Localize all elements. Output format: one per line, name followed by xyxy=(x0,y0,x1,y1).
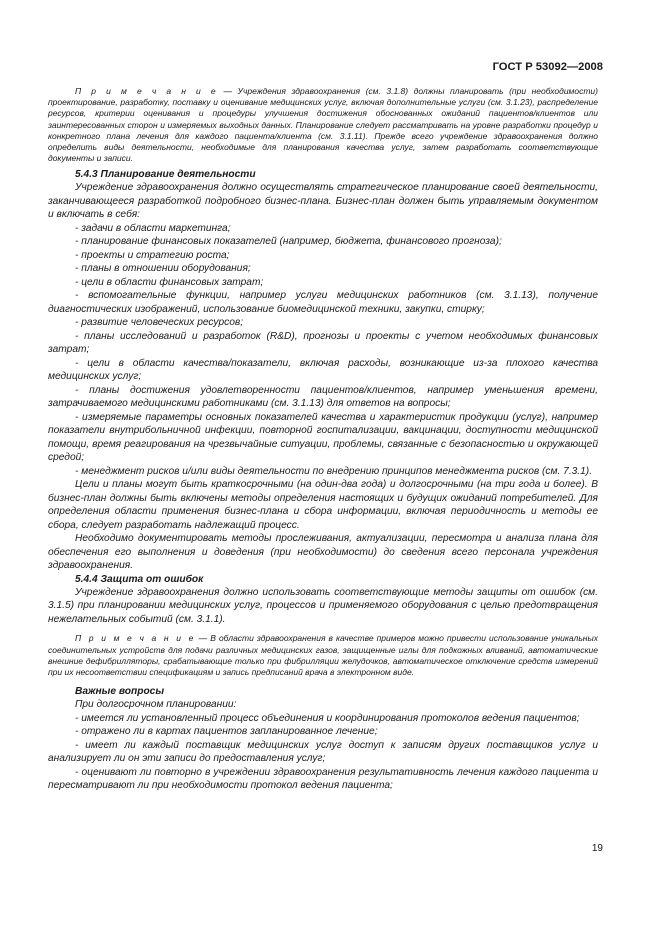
page-content xyxy=(48,86,598,793)
list-item: - цели в области качества/показатели, включая расходы, возникающие из-за плохого качества медицинских услуг; xyxy=(48,357,598,383)
list-item: - вспомогательные функции, например услуги медицинских работников (см. 3.1.13), получение диагностических изображений, использование биомедицинской техники, закупки, стирку; xyxy=(48,290,598,315)
paragraph: Учреждение здравоохранения должно использовать соответствующие методы защиты от ошибок (см. 3.1.5) при планировании медицинских услуг, процессов и применяемого оборудования с целью предотвращения нежелательных событий (см. 3.1.1). xyxy=(48,586,598,625)
list-item: - планы исследований и разработок (R&D), прогнозы и проекты с учетом необходимых финансовых затрат; xyxy=(48,330,598,356)
list-item: - планирование финансовых показателей (например, бюджета, финансового прогноза); xyxy=(75,236,502,248)
list-item: - развитие человеческих ресурсов; xyxy=(75,317,244,329)
page-number: 19 xyxy=(591,843,603,854)
list-item: - планы в отношении оборудования; xyxy=(75,263,251,275)
list-item: - имеется ли установленный процесс объединения и координирования протоколов ведения пациентов; xyxy=(75,712,580,724)
paragraph: Необходимо документировать методы прослеживания, актуализации, пересмотра и анализа плана для обеспечения его выполнения и доведения (при необходимости) до сведения всего персонала учреждения здравоохранения. xyxy=(48,533,598,572)
note-planning xyxy=(48,86,598,164)
list-item: - проекты и стратегию роста; xyxy=(75,249,230,261)
standard-number: ГОСТ Р 53092—2008 xyxy=(492,61,603,73)
questions-heading: Важные вопросы xyxy=(75,686,165,698)
list-item: - менеджмент рисков и/или виды деятельности по внедрению принципов менеджмента рисков (см. 7.3.1). xyxy=(75,465,593,477)
note-text: — В области здравоохранения в качестве примеров можно привести использование уникальных соединительных устройств для подачи различных медицинских газов, защищенные иглы для подкожных вливаний, автоматические внешние дефибрилляторы, срабатывающие только при фибрилляции желудочков, автоматическое отключение средств измерений при их несоответствии спецификациям и запись предписаний врача в электронном виде. xyxy=(48,633,598,678)
list-item: - цели в области финансовых затрат; xyxy=(75,276,264,288)
section-heading-5-4-4: 5.4.4 Защита от ошибок xyxy=(75,573,204,585)
list-item: - планы достижения удовлетворенности пациентов/клиентов, например уменьшения времени, затрачиваемого медицинскими работниками (см. 3.1.13) для ответов на вопросы; xyxy=(48,384,598,410)
note-error-proofing xyxy=(48,633,598,678)
section-intro: Учреждение здравоохранения должно осуществлять стратегическое планирование своей деятельности, заканчивающееся разработкой подробного бизнес-плана. Бизнес-план должен быть управляемым документом и включать в себя: xyxy=(48,182,598,221)
section-heading-5-4-3: 5.4.3 Планирование деятельности xyxy=(75,169,256,181)
list-item: - измеряемые параметры основных показателей качества и характеристик продукции (услуг), например показатели внутрибольничной инфекции, повторной госпитализации, вакцинации, доступности медицинской помощи, время реагирования на чрезвычайные ситуации, проблемы, связанные с безопасностью и окружающей средой; xyxy=(48,411,598,464)
note-prefix: П р и м е ч а н и е xyxy=(75,86,218,96)
note-prefix: П р и м е ч а н и е xyxy=(75,633,196,644)
list-item: - оценивают ли повторно в учреждении здравоохранения результативность лечения каждого пациента и пересматривают ли при необходимости протокол ведения пациента; xyxy=(48,766,598,792)
note-text: — Учреждения здравоохранения (см. 3.1.8) должны планировать (при необходимости) проектирование, разработку, поставку и оценивание медицинских услуг, включая дополнительные услуги (см. 3.1.23), распределение ресурсов, критерии оценивания и процедуры улучшения достижения обоснованных ожиданий пациентов/клиентов или заинтересованных сторон и измеряемых выходных данных. Планирование следует рассматривать на уровне разработки процедур и конкретного плана лечения для каждого пациента/клиента (см. 3.1.11). Прежде всего учреждение здравоохранения должно определить виды деятельности, необходимые для планирования качества услуг, затем разработать соответствующие документы и записи. xyxy=(48,86,598,164)
list-item: - задачи в области маркетинга; xyxy=(75,222,231,234)
list-item: - отражено ли в картах пациентов запланированное лечение; xyxy=(75,726,378,738)
list-item: - имеет ли каждый поставщик медицинских услуг доступ к записям других поставщиков услуг и анализирует ли он эти записи до предоставления услуг; xyxy=(48,739,598,765)
paragraph: Цели и планы могут быть краткосрочными (на один-два года) и долгосрочными (на три года и более). В бизнес-план должны быть включены методы определения настоящих и будущих ожиданий потребителей. Для определения области применения бизнес-плана и сбора информации, включая периодичность и методы ее сбора, следует разработать надлежащий процесс. xyxy=(48,479,598,531)
questions-lead: При долгосрочном планировании: xyxy=(75,699,237,711)
